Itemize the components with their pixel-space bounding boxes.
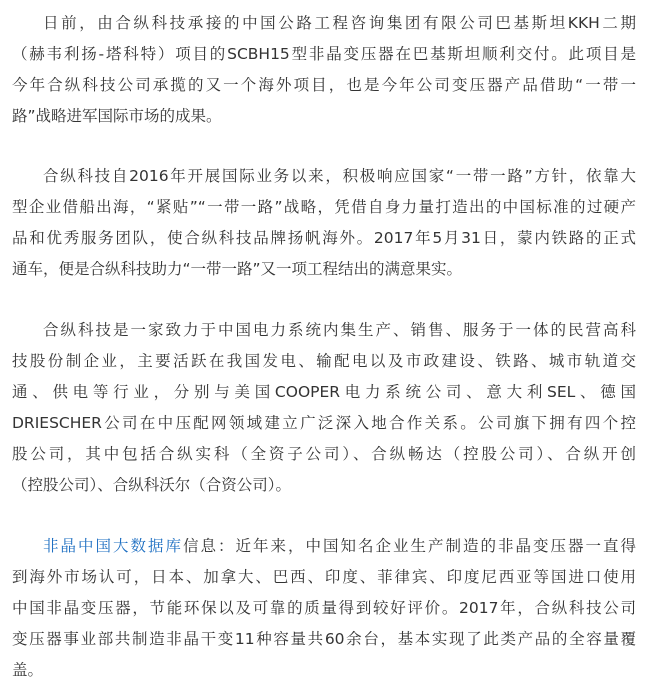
text-line: 合纵科技是一家致力于中国电力系统内集生产、销售、服务于一体的民营高科 (43, 321, 636, 339)
text-line: （赫韦利扬-塔科特）项目的SCBH15型非晶变压器在巴基斯坦顺利交付。此项目是 (12, 45, 636, 63)
text-line: 技股份制企业，主要活跃在我国发电、输配电以及市政建设、铁路、城市轨道交 (12, 352, 636, 370)
paragraph-delivery-news (12, 8, 636, 132)
text-line: 中国非晶变压器，节能环保以及可靠的质量得到较好评价。2017年，合纵科技公司 (12, 599, 636, 617)
text-line: 股公司，其中包括合纵实科（全资子公司）、合纵畅达（控股公司）、合纵开创 (12, 445, 636, 463)
amorphous-database-link[interactable]: 非晶中国大数据库 (43, 537, 183, 555)
text-line: 通、供电等行业，分别与美国COOPER电力系统公司、意大利SEL、德国 (12, 383, 636, 401)
paragraph-company-profile (12, 315, 636, 501)
text-segment: 信息：近年来，中国知名企业生产制造的非晶变压器一直得 (183, 537, 636, 555)
text-line: 到海外市场认可，日本、加拿大、巴西、印度、菲律宾、印度尼西亚等国进口使用 (12, 568, 636, 586)
paragraph-database-info (12, 531, 636, 686)
text-line: 路”战略进军国际市场的成果。 (12, 107, 222, 125)
text-line (12, 531, 636, 562)
text-line: 日前，由合纵科技承接的中国公路工程咨询集团有限公司巴基斯坦KKH二期 (43, 14, 636, 32)
text-line: DRIESCHER公司在中压配网领域建立广泛深入地合作关系。公司旗下拥有四个控 (12, 414, 636, 432)
text-line: 品和优秀服务团队，使合纵科技品牌扬帆海外。2017年5月31日，蒙内铁路的正式 (12, 229, 636, 247)
text-line: 型企业借船出海，“紧贴”“一带一路”战略，凭借自身力量打造出的中国标准的过硬产 (12, 198, 636, 216)
text-line: （控股公司）、合纵科沃尔（合资公司）。 (12, 476, 292, 494)
text-line: 合纵科技自2016年开展国际业务以来，积极响应国家“一带一路”方针，依靠大 (43, 167, 636, 185)
text-line: 今年合纵科技公司承揽的又一个海外项目，也是今年公司变压器产品借助“一带一 (12, 76, 636, 94)
paragraph-international-business (12, 161, 636, 285)
text-line: 盖。 (12, 661, 44, 679)
text-line: 通车，便是合纵科技助力“一带一路”又一项工程结出的满意果实。 (12, 260, 463, 278)
text-line: 变压器事业部共制造非晶干变11种容量共60余台，基本实现了此类产品的全容量覆 (12, 630, 636, 648)
